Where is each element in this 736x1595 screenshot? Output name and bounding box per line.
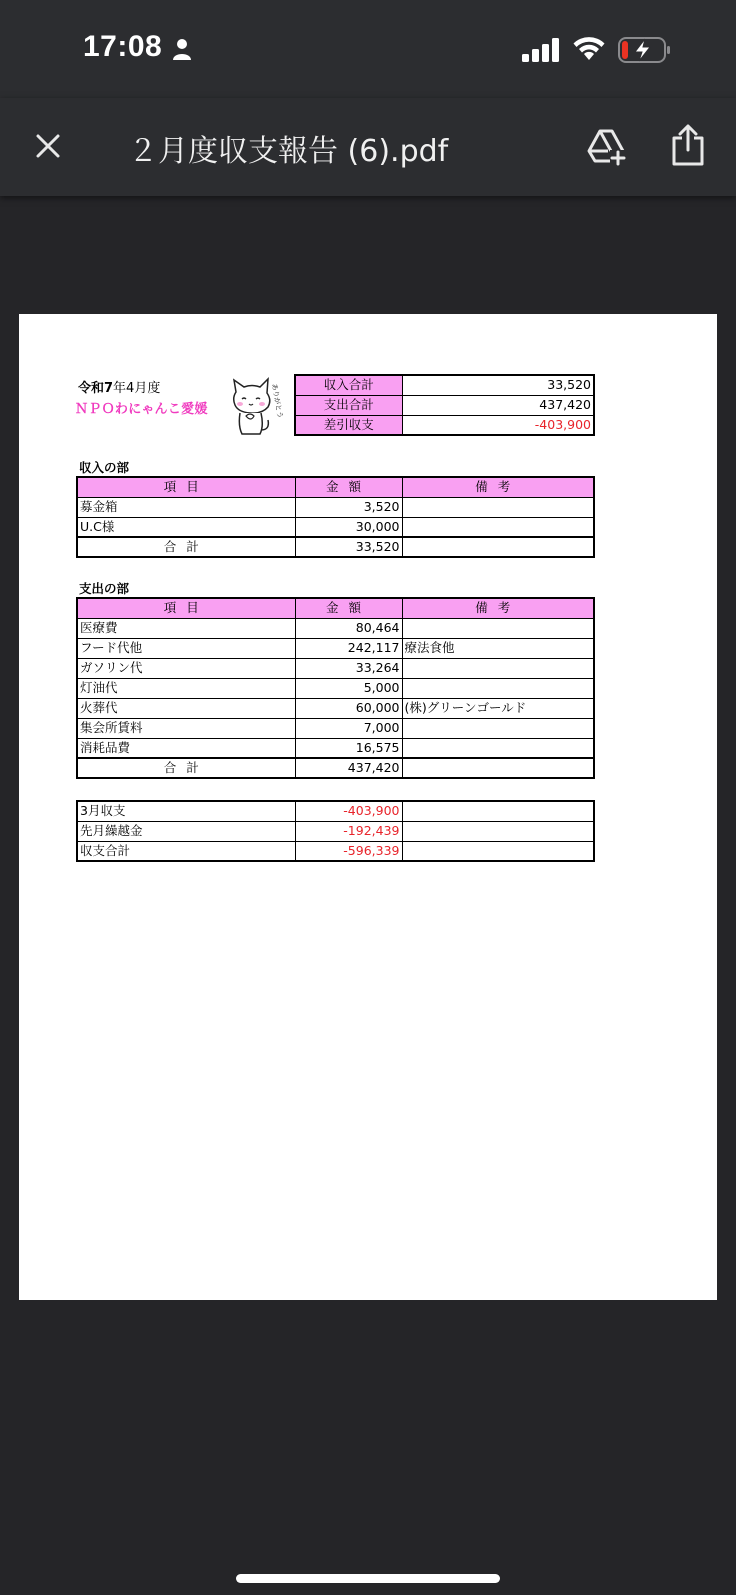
row-amount: 3,520 [295, 497, 402, 517]
income-section-title: 収入の部 [79, 460, 130, 475]
row-item: 募金箱 [77, 497, 295, 517]
row-item: 灯油代 [77, 678, 295, 698]
document-title: ２月度収支報告 (6).pdf [128, 134, 449, 169]
table-row [77, 738, 594, 758]
income-table [76, 476, 595, 558]
table-row [77, 618, 594, 638]
summary-label: 収入合計 [295, 375, 402, 395]
status-bar [0, 0, 736, 98]
header-item: 項目 [77, 477, 295, 497]
share-icon[interactable] [670, 124, 706, 166]
period-suffix: 度 [147, 381, 161, 396]
row-amount: -192,439 [295, 821, 402, 841]
row-amount: 7,000 [295, 718, 402, 738]
row-item: 3月収支 [77, 801, 295, 821]
table-row [295, 375, 594, 395]
table-row [295, 395, 594, 415]
add-to-drive-icon[interactable] [586, 126, 626, 166]
header-item: 項目 [77, 598, 295, 618]
report-period [78, 377, 160, 396]
row-amount: 60,000 [295, 698, 402, 718]
nav-bar [0, 98, 736, 196]
battery-charging-icon [618, 36, 672, 64]
organization-name: ＮＰＯわにゃんこ愛媛 [75, 402, 208, 417]
row-amount: 5,000 [295, 678, 402, 698]
row-item: ガソリン代 [77, 658, 295, 678]
row-note [402, 517, 594, 537]
row-item: 消耗品費 [77, 738, 295, 758]
status-time: 17:08 [83, 30, 163, 63]
wifi-icon [572, 36, 606, 62]
row-item: 医療費 [77, 618, 295, 638]
row-item: 集会所賃料 [77, 718, 295, 738]
period-month: 年4月 [113, 381, 148, 396]
table-total-row [77, 537, 594, 557]
summary-value: -403,900 [402, 415, 594, 435]
table-row [77, 638, 594, 658]
header-note: 備考 [402, 598, 594, 618]
row-amount: 242,117 [295, 638, 402, 658]
row-amount: 33,264 [295, 658, 402, 678]
table-row [77, 821, 594, 841]
cat-thanks-illustration [224, 374, 284, 438]
person-icon [172, 38, 192, 60]
row-note [402, 738, 594, 758]
row-item: 収支合計 [77, 841, 295, 861]
table-row [77, 718, 594, 738]
total-note [402, 537, 594, 557]
table-total-row [77, 758, 594, 778]
row-amount: -596,339 [295, 841, 402, 861]
table-row [295, 415, 594, 435]
home-indicator[interactable] [236, 1574, 500, 1583]
row-item: 先月繰越金 [77, 821, 295, 841]
row-note [402, 841, 594, 861]
header-amount: 金額 [295, 477, 402, 497]
total-label: 合計 [77, 758, 295, 778]
table-row [77, 658, 594, 678]
expense-section-title: 支出の部 [79, 581, 130, 596]
table-row [77, 517, 594, 537]
row-note [402, 718, 594, 738]
row-note: (株)グリーンゴールド [402, 698, 594, 718]
table-row [77, 497, 594, 517]
header-note: 備考 [402, 477, 594, 497]
summary-value: 33,520 [402, 375, 594, 395]
table-row [77, 698, 594, 718]
signal-icon [522, 38, 560, 62]
row-amount: 80,464 [295, 618, 402, 638]
table-header-row [77, 598, 594, 618]
summary-label: 差引収支 [295, 415, 402, 435]
row-note [402, 821, 594, 841]
total-note [402, 758, 594, 778]
summary-value: 437,420 [402, 395, 594, 415]
table-row [77, 801, 594, 821]
row-amount: 16,575 [295, 738, 402, 758]
period-era-year: 令和7 [78, 381, 114, 396]
close-icon[interactable] [30, 128, 66, 164]
pdf-page [19, 314, 717, 1300]
table-header-row [77, 477, 594, 497]
total-amount: 437,420 [295, 758, 402, 778]
expense-table [76, 597, 595, 779]
row-amount: 30,000 [295, 517, 402, 537]
row-note: 療法食他 [402, 638, 594, 658]
row-note [402, 801, 594, 821]
row-item: 火葬代 [77, 698, 295, 718]
row-note [402, 658, 594, 678]
row-amount: -403,900 [295, 801, 402, 821]
header-amount: 金額 [295, 598, 402, 618]
table-row [77, 678, 594, 698]
balance-table [76, 800, 595, 862]
illustration-text: ありがとう [270, 382, 284, 419]
summary-label: 支出合計 [295, 395, 402, 415]
row-item: フード代他 [77, 638, 295, 658]
row-note [402, 678, 594, 698]
row-note [402, 618, 594, 638]
row-item: U.C様 [77, 517, 295, 537]
row-note [402, 497, 594, 517]
summary-table [294, 374, 595, 436]
total-label: 合計 [77, 537, 295, 557]
table-row [77, 841, 594, 861]
total-amount: 33,520 [295, 537, 402, 557]
